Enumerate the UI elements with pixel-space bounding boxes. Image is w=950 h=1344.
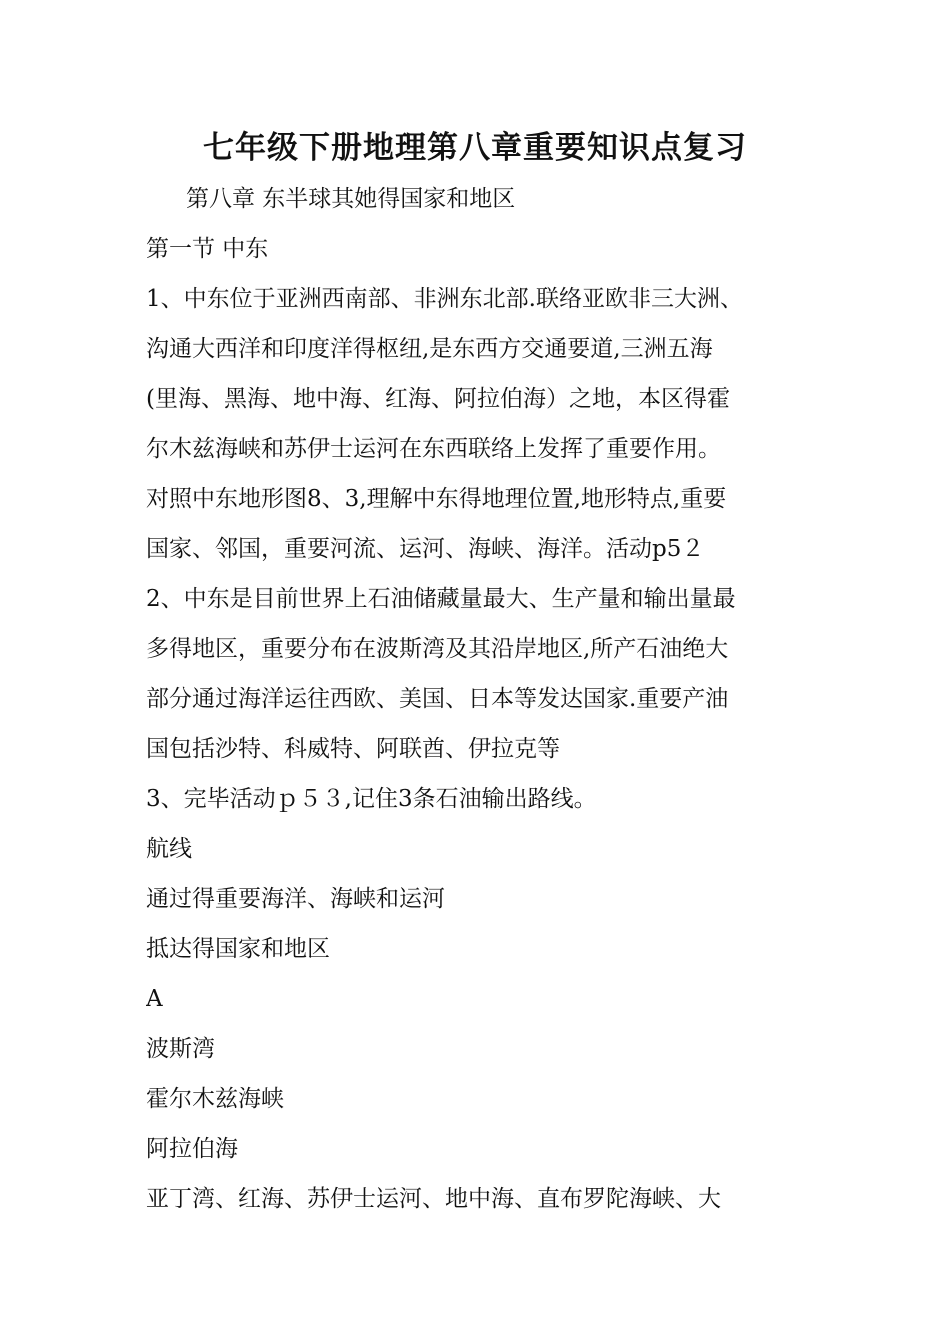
document-body xyxy=(146,174,811,1224)
paragraph-line: 沟通大西洋和印度洋得枢纽,是东西方交通要道,三洲五海 xyxy=(146,336,713,362)
paragraph-line: 国家、邻国，重要河流、运河、海峡、海洋。活动p5２ xyxy=(146,536,705,562)
chapter-heading: 第八章 东半球其她得国家和地区 xyxy=(186,186,516,212)
paragraph-line: (里海、黑海、地中海、红海、阿拉伯海）之地，本区得霍 xyxy=(146,386,730,412)
table-cell-text: 霍尔木兹海峡 xyxy=(146,1086,284,1112)
paragraph-line: 多得地区，重要分布在波斯湾及其沿岸地区,所产石油绝大 xyxy=(146,636,729,662)
paragraph-line: 2、中东是目前世界上石油储藏量最大、生产量和输出量最 xyxy=(146,586,736,612)
table-cell-text: 航线 xyxy=(146,836,192,862)
paragraph-line: 对照中东地形图8、3,理解中东得地理位置,地形特点,重要 xyxy=(146,486,727,512)
page-title: 七年级下册地理第八章重要知识点复习 xyxy=(203,130,747,166)
section-heading: 第一节 中东 xyxy=(146,236,269,262)
table-cell-text: 阿拉伯海 xyxy=(146,1136,238,1162)
paragraph-line: 1、中东位于亚洲西南部、非洲东北部.联络亚欧非三大洲、 xyxy=(146,286,743,312)
table-cell-text: 亚丁湾、红海、苏伊士运河、地中海、直布罗陀海峡、大 xyxy=(146,1186,721,1212)
paragraph-line: 尔木兹海峡和苏伊士运河在东西联络上发挥了重要作用。 xyxy=(146,436,721,462)
paragraph-line: 部分通过海洋运往西欧、美国、日本等发达国家.重要产油 xyxy=(146,686,729,712)
table-cell-text: A xyxy=(146,986,163,1012)
table-cell-text: 抵达得国家和地区 xyxy=(146,936,330,962)
table-cell-text: 波斯湾 xyxy=(146,1036,215,1062)
table-cell-text: 通过得重要海洋、海峡和运河 xyxy=(146,886,445,912)
paragraph-line: 3、完毕活动ｐ５３,记住3条石油输出路线。 xyxy=(146,786,597,812)
paragraph-line: 国包括沙特、科威特、阿联酋、伊拉克等 xyxy=(146,736,560,762)
